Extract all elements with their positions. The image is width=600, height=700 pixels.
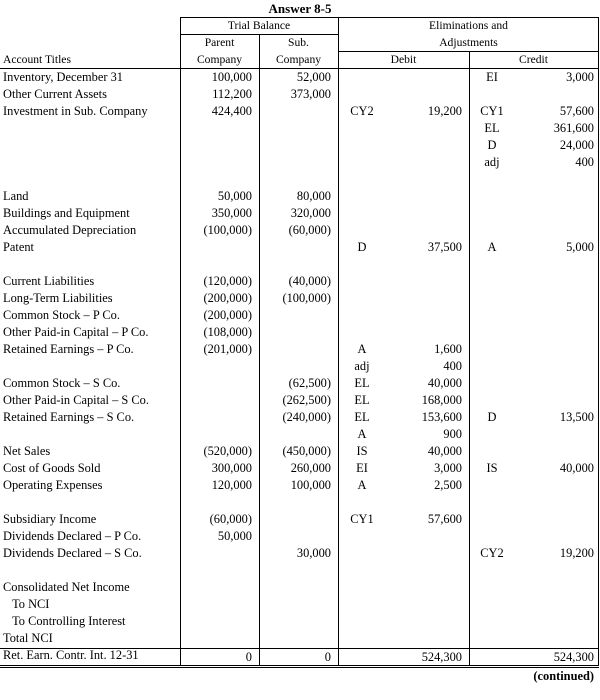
parent-amount: 50,000	[217, 189, 252, 203]
debit-amount	[386, 596, 462, 613]
account-title: Investment in Sub. Company	[3, 104, 148, 118]
header-debit: Debit	[390, 53, 417, 66]
parent-amount: (60,000)	[209, 512, 252, 526]
parent-amount: (200,000)	[203, 291, 252, 305]
parent-amount: (100,000)	[203, 223, 252, 237]
account-title: To Controlling Interest	[3, 614, 126, 628]
debit-code	[338, 137, 386, 154]
account-title: Accumulated Depreciation	[3, 223, 137, 237]
credit-code	[469, 511, 515, 528]
parent-amount	[180, 239, 252, 256]
debit-code	[338, 205, 386, 222]
account-title: Retained Earnings – P Co.	[3, 342, 134, 356]
continued-note: (continued)	[533, 669, 594, 683]
credit-code: CY1	[480, 104, 504, 118]
credit-code: D	[487, 138, 497, 152]
debit-amount	[386, 290, 462, 307]
sub-amount: 373,000	[290, 87, 331, 101]
debit-amount: 153,600	[421, 410, 462, 424]
rule-totals-bottom-2	[0, 667, 599, 668]
credit-code	[469, 222, 515, 239]
credit-amount: 400	[575, 155, 594, 169]
sub-amount: 52,000	[296, 70, 331, 84]
credit-amount	[515, 511, 594, 528]
total-parent: 0	[245, 650, 252, 664]
account-title: Retained Earnings – S Co.	[3, 410, 135, 424]
debit-code	[338, 273, 386, 290]
debit-code: A	[357, 342, 367, 356]
sub-amount	[259, 137, 331, 154]
account-title: Net Sales	[3, 444, 51, 458]
credit-code	[469, 562, 515, 579]
credit-code: D	[487, 410, 497, 424]
credit-code	[469, 171, 515, 188]
credit-amount: 13,500	[559, 410, 594, 424]
credit-amount	[515, 562, 594, 579]
credit-amount	[515, 443, 594, 460]
parent-amount	[180, 613, 252, 630]
debit-code: IS	[356, 444, 368, 458]
credit-code	[469, 596, 515, 613]
sub-amount	[259, 256, 331, 273]
account-title: Consolidated Net Income	[3, 580, 130, 594]
sub-amount	[259, 307, 331, 324]
debit-code: EL	[354, 393, 370, 407]
debit-amount	[386, 613, 462, 630]
account-title: Ret. Earn. Contr. Int. 12-31	[3, 648, 139, 662]
credit-amount	[515, 205, 594, 222]
debit-amount: 400	[443, 359, 462, 373]
sub-amount: (62,500)	[288, 376, 331, 390]
credit-code	[469, 579, 515, 596]
account-title: Inventory, December 31	[3, 70, 123, 84]
debit-amount	[386, 562, 462, 579]
total-credit: 524,300	[553, 650, 594, 664]
credit-code	[469, 528, 515, 545]
col-divider-right-edge	[598, 17, 599, 666]
debit-code: EL	[354, 376, 370, 390]
parent-amount	[180, 358, 252, 375]
parent-amount	[180, 545, 252, 562]
parent-amount: (120,000)	[203, 274, 252, 288]
debit-code	[338, 256, 386, 273]
debit-code	[338, 562, 386, 579]
debit-amount	[386, 256, 462, 273]
credit-code	[469, 375, 515, 392]
credit-amount	[515, 392, 594, 409]
parent-amount: 50,000	[217, 529, 252, 543]
sub-amount	[259, 239, 331, 256]
credit-amount: 5,000	[566, 240, 594, 254]
debit-amount: 40,000	[427, 376, 462, 390]
credit-amount	[515, 256, 594, 273]
page-title: Answer 8-5	[268, 1, 332, 16]
credit-amount	[515, 613, 594, 630]
account-title: Dividends Declared – S Co.	[3, 546, 142, 560]
header-sub-2: Company	[275, 53, 322, 66]
credit-code	[469, 290, 515, 307]
debit-code: EI	[356, 461, 368, 475]
account-title	[3, 562, 179, 579]
debit-amount	[386, 69, 462, 86]
credit-amount: 24,000	[559, 138, 594, 152]
credit-code	[469, 443, 515, 460]
debit-code: A	[357, 478, 367, 492]
sub-amount	[259, 120, 331, 137]
parent-amount	[180, 392, 252, 409]
credit-amount	[515, 171, 594, 188]
sub-amount	[259, 511, 331, 528]
header-account-titles: Account Titles	[3, 53, 71, 66]
sub-amount	[259, 171, 331, 188]
debit-code	[338, 613, 386, 630]
credit-amount	[515, 426, 594, 443]
credit-amount	[515, 307, 594, 324]
parent-amount: (108,000)	[203, 325, 252, 339]
credit-amount	[515, 341, 594, 358]
account-title: To NCI	[3, 597, 50, 611]
debit-amount	[386, 545, 462, 562]
sub-amount: (60,000)	[288, 223, 331, 237]
sub-amount	[259, 426, 331, 443]
header-credit: Credit	[519, 53, 548, 66]
sub-amount: (450,000)	[282, 444, 331, 458]
debit-amount	[386, 494, 462, 511]
sub-amount	[259, 528, 331, 545]
credit-amount	[515, 477, 594, 494]
parent-amount: 350,000	[211, 206, 252, 220]
debit-amount	[386, 86, 462, 103]
debit-amount	[386, 154, 462, 171]
debit-code	[338, 545, 386, 562]
credit-amount: 57,600	[559, 104, 594, 118]
account-title: Long-Term Liabilities	[3, 291, 113, 305]
credit-code	[469, 341, 515, 358]
debit-amount	[386, 171, 462, 188]
parent-amount	[180, 409, 252, 426]
parent-amount	[180, 596, 252, 613]
parent-amount: 300,000	[211, 461, 252, 475]
credit-amount	[515, 290, 594, 307]
debit-code	[338, 69, 386, 86]
account-title: Dividends Declared – P Co.	[3, 529, 142, 543]
header-parent-2: Company	[196, 53, 243, 66]
debit-amount: 57,600	[427, 512, 462, 526]
debit-code	[338, 494, 386, 511]
header-sub-1: Sub.	[288, 36, 309, 49]
debit-amount: 37,500	[427, 240, 462, 254]
credit-code: EL	[484, 121, 500, 135]
debit-amount: 900	[443, 427, 462, 441]
parent-amount	[180, 171, 252, 188]
credit-code	[469, 188, 515, 205]
debit-code: EL	[354, 410, 370, 424]
debit-code	[338, 188, 386, 205]
parent-amount	[180, 562, 252, 579]
account-title: Operating Expenses	[3, 478, 103, 492]
account-title	[3, 256, 179, 273]
debit-code	[338, 86, 386, 103]
sub-amount	[259, 324, 331, 341]
credit-amount: 40,000	[559, 461, 594, 475]
account-title: Other Paid-in Capital – S Co.	[3, 393, 149, 407]
account-title	[3, 171, 179, 188]
parent-amount	[180, 256, 252, 273]
debit-amount	[386, 137, 462, 154]
debit-amount: 19,200	[427, 104, 462, 118]
credit-code	[469, 426, 515, 443]
sub-amount	[259, 494, 331, 511]
debit-code	[338, 120, 386, 137]
debit-amount	[386, 528, 462, 545]
debit-code	[338, 324, 386, 341]
parent-amount: 424,400	[211, 104, 252, 118]
parent-amount	[180, 494, 252, 511]
sub-amount	[259, 613, 331, 630]
credit-amount	[515, 273, 594, 290]
header-parent-1: Parent	[204, 36, 235, 49]
total-sub: 0	[324, 650, 331, 664]
credit-code: A	[487, 240, 497, 254]
credit-amount: 3,000	[566, 70, 594, 84]
sub-amount	[259, 579, 331, 596]
account-title	[3, 137, 179, 154]
header-adjustments: Adjustments	[439, 36, 498, 49]
credit-amount	[515, 494, 594, 511]
sub-amount: (262,500)	[282, 393, 331, 407]
debit-code	[338, 528, 386, 545]
debit-amount: 168,000	[421, 393, 462, 407]
debit-amount	[386, 222, 462, 239]
credit-amount	[515, 324, 594, 341]
credit-code	[469, 256, 515, 273]
sub-amount: 320,000	[290, 206, 331, 220]
account-title: Buildings and Equipment	[3, 206, 130, 220]
debit-code: A	[357, 427, 367, 441]
debit-amount	[386, 188, 462, 205]
account-title: Other Current Assets	[3, 87, 107, 101]
parent-amount	[180, 120, 252, 137]
sub-amount	[259, 358, 331, 375]
credit-code	[469, 477, 515, 494]
debit-code: D	[357, 240, 367, 254]
debit-code	[338, 307, 386, 324]
parent-amount: 120,000	[211, 478, 252, 492]
sub-amount: 30,000	[296, 546, 331, 560]
debit-code: adj	[354, 359, 370, 373]
credit-code	[469, 613, 515, 630]
debit-code: CY1	[350, 512, 374, 526]
debit-code	[338, 630, 386, 647]
sub-amount: 260,000	[290, 461, 331, 475]
parent-amount	[180, 154, 252, 171]
account-title: Subsidiary Income	[3, 512, 97, 526]
credit-amount	[515, 222, 594, 239]
credit-code	[469, 494, 515, 511]
debit-code	[338, 290, 386, 307]
header-trial-balance: Trial Balance	[227, 19, 291, 32]
credit-code: EI	[486, 70, 498, 84]
sub-amount: (40,000)	[288, 274, 331, 288]
account-title: Cost of Goods Sold	[3, 461, 101, 475]
account-title	[3, 494, 179, 511]
sub-amount	[259, 103, 331, 120]
account-title	[3, 426, 179, 443]
parent-amount: 100,000	[211, 70, 252, 84]
credit-amount	[515, 630, 594, 647]
credit-code	[469, 205, 515, 222]
sub-amount: (240,000)	[282, 410, 331, 424]
debit-amount: 2,500	[434, 478, 462, 492]
debit-code	[338, 222, 386, 239]
account-title: Other Paid-in Capital – P Co.	[3, 325, 149, 339]
debit-code: CY2	[350, 104, 374, 118]
debit-amount	[386, 120, 462, 137]
parent-amount	[180, 375, 252, 392]
credit-amount	[515, 528, 594, 545]
sub-amount	[259, 154, 331, 171]
account-title	[3, 120, 179, 137]
account-title: Land	[3, 189, 29, 203]
account-title	[3, 154, 179, 171]
account-title: Common Stock – P Co.	[3, 308, 120, 322]
credit-code	[469, 307, 515, 324]
sub-amount: (100,000)	[282, 291, 331, 305]
credit-code	[469, 86, 515, 103]
header-eliminations: Eliminations and	[429, 19, 508, 32]
account-title	[3, 358, 179, 375]
account-title: Common Stock – S Co.	[3, 376, 121, 390]
debit-code	[338, 154, 386, 171]
account-title: Patent	[3, 240, 34, 254]
credit-code	[469, 358, 515, 375]
credit-code: CY2	[480, 546, 504, 560]
parent-amount: (201,000)	[203, 342, 252, 356]
debit-amount	[386, 579, 462, 596]
sub-amount	[259, 341, 331, 358]
account-title: Total NCI	[3, 631, 53, 645]
sub-amount	[259, 630, 331, 647]
credit-code	[469, 324, 515, 341]
parent-amount	[180, 137, 252, 154]
credit-amount	[515, 579, 594, 596]
parent-amount: 112,200	[212, 87, 252, 101]
debit-amount	[386, 307, 462, 324]
credit-amount: 19,200	[559, 546, 594, 560]
parent-amount	[180, 426, 252, 443]
credit-code: adj	[484, 155, 500, 169]
total-debit: 524,300	[421, 650, 462, 664]
credit-code	[469, 630, 515, 647]
parent-amount	[180, 630, 252, 647]
debit-amount: 1,600	[434, 342, 462, 356]
consolidation-worksheet	[0, 17, 600, 666]
parent-amount: (520,000)	[203, 444, 252, 458]
credit-code	[469, 392, 515, 409]
debit-amount: 40,000	[427, 444, 462, 458]
parent-amount: (200,000)	[203, 308, 252, 322]
sub-amount	[259, 562, 331, 579]
credit-amount	[515, 375, 594, 392]
credit-code: IS	[486, 461, 498, 475]
credit-amount	[515, 596, 594, 613]
credit-amount	[515, 86, 594, 103]
debit-code	[338, 596, 386, 613]
debit-amount	[386, 324, 462, 341]
debit-code	[338, 171, 386, 188]
debit-amount	[386, 205, 462, 222]
credit-amount: 361,600	[553, 121, 594, 135]
account-title: Current Liabilities	[3, 274, 95, 288]
credit-code	[469, 273, 515, 290]
credit-amount	[515, 188, 594, 205]
sub-amount: 100,000	[290, 478, 331, 492]
credit-amount	[515, 358, 594, 375]
debit-amount: 3,000	[434, 461, 462, 475]
sub-amount: 80,000	[296, 189, 331, 203]
sub-amount	[259, 596, 331, 613]
debit-amount	[386, 630, 462, 647]
debit-amount	[386, 273, 462, 290]
debit-code	[338, 579, 386, 596]
parent-amount	[180, 579, 252, 596]
